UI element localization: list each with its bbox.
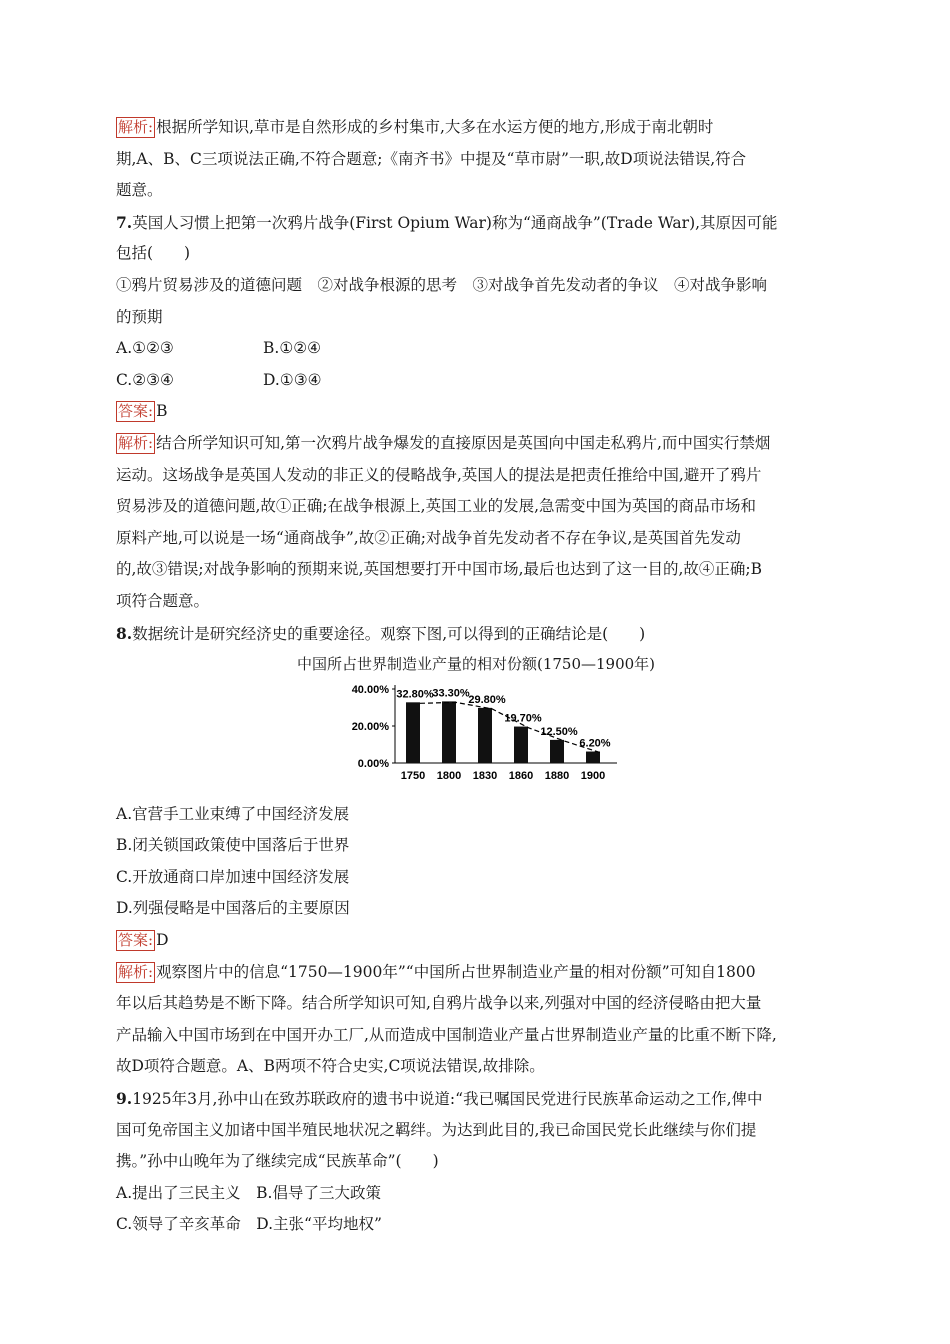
q7-analysis-line-6: 项符合题意。 [116,591,210,610]
chart-title: 中国所占世界制造业产量的相对份额(1750—1900年) [296,655,656,674]
q7-options-row-2 [116,365,836,397]
x-tick-label: 1900 [580,769,606,782]
bar-value-label: 29.80% [468,693,506,706]
x-tick-label: 1750 [400,769,426,782]
bar-value-label: 32.80% [396,688,434,701]
q7-analysis-line-4: 原料产地,可以说是一场“通商战争”,故②正确;对战争首先发动者不存在争议,是英国首先发动 [116,528,741,547]
bar [478,708,492,763]
q8-analysis-line-4: 故D项符合题意。A、B两项不符合史实,C项说法错误,故排除。 [116,1057,545,1076]
x-tick-label: 1800 [436,769,462,782]
answer-tag: 答案: [118,402,154,421]
bar [550,740,564,763]
x-tick-label: 1880 [544,769,570,782]
x-tick-label: 1830 [472,769,498,782]
q6-analysis-line-2: 期,A、B、C三项说法正确,不符合题意;《南齐书》中提及“草市尉”一职,故D项说法错误,符合 [116,149,747,168]
q8-option-d: D.列强侵略是中国落后的主要原因 [116,899,350,918]
bar-value-label: 33.30% [432,687,470,700]
y-tick-label: 40.00% [351,683,389,696]
q6-analysis-line-3: 题意。 [116,181,163,200]
bar-chart [331,681,631,797]
q8-stem-text: 数据统计是研究经济史的重要途径。观察下图,可以得到的正确结论是( ) [132,624,646,643]
q7-answer-line [116,396,836,428]
q8-option-c: C.开放通商口岸加速中国经济发展 [116,867,350,886]
q7-analysis-line-2: 运动。这场战争是英国人发动的非正义的侵略战争,英国人的提法是把责任推给中国,避开了鸦片 [116,465,762,484]
q9-stem-line-1 [116,1083,836,1115]
bar-value-label: 12.50% [540,725,578,738]
document-page [116,112,836,1241]
answer-tag: 答案: [118,931,154,950]
y-tick-label: 20.00% [351,720,389,733]
q7-stem-line-2: 包括( ) [116,244,191,263]
q9-options-row-1: A.提出了三民主义 B.倡导了三大政策 [116,1183,381,1202]
q9-number: 9. [116,1089,133,1109]
q7-stem-line-1 [116,207,836,239]
q7-analysis-line-3: 贸易涉及的道德问题,故①正确;在战争根源上,英国工业的发展,急需变中国为英国的商品市场和 [116,497,757,516]
q8-number: 8. [116,623,133,643]
q8-option-b: B.闭关锁国政策使中国落后于世界 [116,836,350,855]
q7-number: 7. [116,212,133,232]
q9-stem-line-2: 国可免帝国主义加诸中国半殖民地状况之羁绊。为达到此目的,我已命国民党长此继续与你们提 [116,1120,757,1139]
bar [442,701,456,763]
q8-analysis-text-1: 观察图片中的信息“1750—1900年”“中国所占世界制造业产量的相对份额”可知自1800 [156,962,756,981]
bar-value-label: 6.20% [579,737,611,750]
q9-stem-text-1: 1925年3月,孙中山在致苏联政府的遗书中说道:“我已嘱国民党进行民族革命运动之工作,俾中 [132,1090,763,1109]
bar [406,702,420,763]
y-tick-label: 0.00% [357,757,389,770]
q8-answer-line [116,925,836,957]
q7-stem-text-1: 英国人习惯上把第一次鸦片战争(First Opium War)称为“通商战争”(Trade War),其原因可能 [132,213,778,232]
q7-option-d: D.①③④ [263,370,322,389]
q8-answer: D [156,931,169,950]
q7-option-a: A.①②③ [116,339,174,358]
q7-analysis-line-5: 的,故③错误;对战争影响的预期来说,英国想要打开中国市场,最后也达到了这一目的,故④正确;B [116,560,763,579]
q7-option-b: B.①②④ [263,339,322,358]
q6-analysis-line-1 [116,112,836,144]
q8-option-a: A.官营手工业束缚了中国经济发展 [116,804,350,823]
q8-stem-line [116,618,836,650]
analysis-tag: 解析: [118,962,154,981]
analysis-tag: 解析: [118,118,154,136]
q7-options-row-1 [116,333,836,365]
q7-analysis-line-1 [116,428,836,460]
q8-analysis-line-1 [116,957,836,989]
q9-options-row-2: C.领导了辛亥革命 D.主张“平均地权” [116,1215,382,1234]
q7-items-line-1: ①鸦片贸易涉及的道德问题 ②对战争根源的思考 ③对战争首先发动者的争议 ④对战争影响 [116,275,768,294]
chart-container [116,681,836,799]
q7-analysis-text-1: 结合所学知识可知,第一次鸦片战争爆发的直接原因是英国向中国走私鸦片,而中国实行禁烟 [156,433,771,452]
bar-value-label: 19.70% [504,712,542,725]
bar [514,726,528,762]
q7-items-line-2: 的预期 [116,307,163,326]
q7-answer: B [156,402,168,421]
analysis-tag: 解析: [118,433,154,452]
bar [586,751,600,762]
q8-analysis-line-2: 年以后其趋势是不断下降。结合所学知识可知,自鸦片战争以来,列强对中国的经济侵略由把大量 [116,994,762,1013]
q7-option-c: C.②③④ [116,370,174,389]
q9-stem-line-3: 携。”孙中山晚年为了继续完成“民族革命”( ) [116,1152,439,1171]
q8-analysis-line-3: 产品输入中国市场到在中国开办工厂,从而造成中国制造业产量占世界制造业产量的比重不断下降, [116,1025,777,1044]
q6-analysis-text-1: 根据所学知识,草市是自然形成的乡村集市,大多在水运方便的地方,形成于南北朝时 [156,118,714,136]
x-tick-label: 1860 [508,769,534,782]
